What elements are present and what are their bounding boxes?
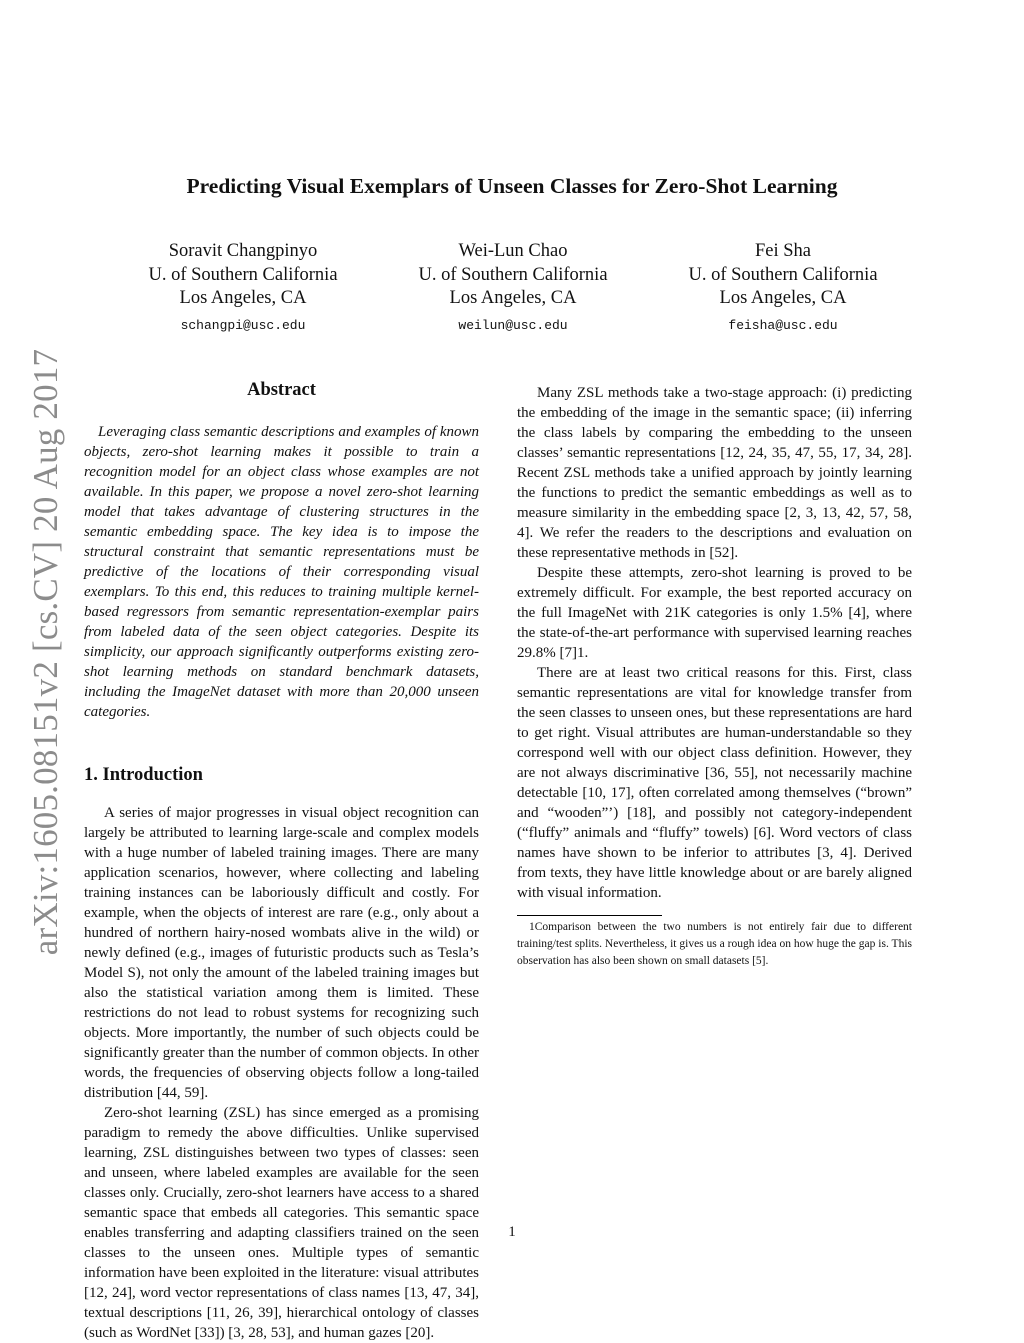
author-name: Fei Sha [754,241,811,261]
author-3 [658,240,908,337]
intro-paragraph-5: There are at least two critical reasons for this. First, class semantic representations are vital for knowledge transfer from the seen classes to unseen ones, but these representations are hard to get right. Visual attributes are human-understandable so they correspond well with our object class definition. However, they are not always discriminative [36, 55], not necessarily machine detectable [10, 17], often correlated among themselves (“brown” and “wooden”’) [18], and possibly not category-independent (“fluffy” animals and “fluffy” towels) [6]. Word vectors of class names have shown to be inferior to attributes [3, 4]. Derived from texts, they have little knowledge about or are barely aligned with visual information. [517,665,912,901]
paper-title: Predicting Visual Exemplars of Unseen Classes for Zero-Shot Learning [186,174,838,198]
right-column [517,383,912,970]
author-location: Los Angeles, CA [449,288,577,308]
left-column [84,380,479,1343]
arxiv-identifier: arXiv:1605.08151v2 [cs.CV] 20 Aug 2017 [26,348,65,956]
author-name: Soravit Changpinyo [168,241,318,261]
page-number: 1 [508,1224,516,1240]
intro-paragraph-3: Many ZSL methods take a two-stage approach: (i) predicting the embedding of the image in the semantic space; (ii) inferring the class labels by comparing the embedding to the unseen classes’ semantic representations [12, 24, 35, 47, 55, 17, 34, 28]. Recent ZSL methods take a unified approach by jointly learning the functions to predict the semantic embeddings as well as to measure similarity in the embedding space [2, 3, 13, 42, 57, 58, 4]. We refer the readers to the descriptions and evaluation on these representative methods in [52]. [517,385,912,561]
abstract-heading: Abstract [247,380,316,400]
author-name: Wei-Lun Chao [458,241,568,261]
author-location: Los Angeles, CA [719,288,847,308]
author-email[interactable]: weilun@usc.edu [458,317,568,333]
introduction-heading: 1. Introduction [84,765,203,785]
intro-paragraph-4: Despite these attempts, zero-shot learning is proved to be extremely difficult. For example, the best reported accuracy on the full ImageNet with 21K categories is only 1.5% [4], where the state-of-the-art performance with supervised learning reaches 29.8% [7]1. [517,565,912,661]
author-affiliation: U. of Southern California [148,264,338,285]
author-block [118,240,908,337]
footnote: 1Comparison between the two numbers is not entirely fair due to different training/test splits. Nevertheless, it gives us a rough idea on how huge the gap is. This observation has also been shown on small datasets [5]. [517,921,912,967]
author-email[interactable]: schangpi@usc.edu [180,317,306,333]
abstract-text: Leveraging class semantic descriptions and examples of known objects, zero-shot learning makes it possible to train a recognition model for an object class whose examples are not available. In this paper, we propose a novel zero-shot learning model that takes advantage of clustering structures in the semantic embedding space. The key idea is to impose the structural constraint that semantic representations must be predictive of the locations of their corresponding visual exemplars. To this end, this reduces to training multiple kernel-based regressors from semantic representation-exemplar pairs from labeled data of the seen object categories. Despite its simplicity, our approach significantly outperforms existing zero-shot learning methods on standard benchmark datasets, including the ImageNet dataset with more than 20,000 unseen categories. [84,424,479,720]
author-2 [388,240,638,337]
intro-paragraph-2: Zero-shot learning (ZSL) has since emerged as a promising paradigm to remedy the above difficulties. Unlike supervised learning, ZSL distinguishes between two types of classes: seen and unseen, where labeled examples are available for the seen classes only. Crucially, zero-shot learners have access to a shared semantic space that embeds all categories. This semantic space enables transferring and adapting classifiers trained on the seen classes to the unseen ones. Multiple types of semantic information have been exploited in the literature: visual attributes [12, 24], word vector representations of class names [13, 47, 34], textual descriptions [11, 26, 39], hierarchical ontology of classes (such as WordNet [33]) [3, 28, 53], and human gazes [20]. [84,1105,479,1341]
author-email[interactable]: feisha@usc.edu [728,317,838,333]
footnote-rule [517,915,662,916]
author-affiliation: U. of Southern California [418,264,608,285]
author-location: Los Angeles, CA [179,288,307,308]
author-affiliation: U. of Southern California [688,264,878,285]
author-1 [118,240,368,337]
intro-paragraph-1: A series of major progresses in visual object recognition can largely be attributed to learning large-scale and complex models with a huge number of labeled training images. There are many application scenarios, however, where collecting and labeling training instances can be laboriously difficult and costly. For example, when the objects of interest are rare (e.g., only about a hundred of northern hairy-nosed wombats alive in the wild) or newly defined (e.g., images of futuristic products such as Tesla’s Model S), not only the amount of the labeled training images but also the statistical variation among them is limited. These restrictions do not lead to robust systems for recognizing such objects. More importantly, the number of such objects could be significantly greater than the number of common objects. In other words, the frequencies of observing objects follow a long-tailed distribution [44, 59]. [84,805,479,1101]
